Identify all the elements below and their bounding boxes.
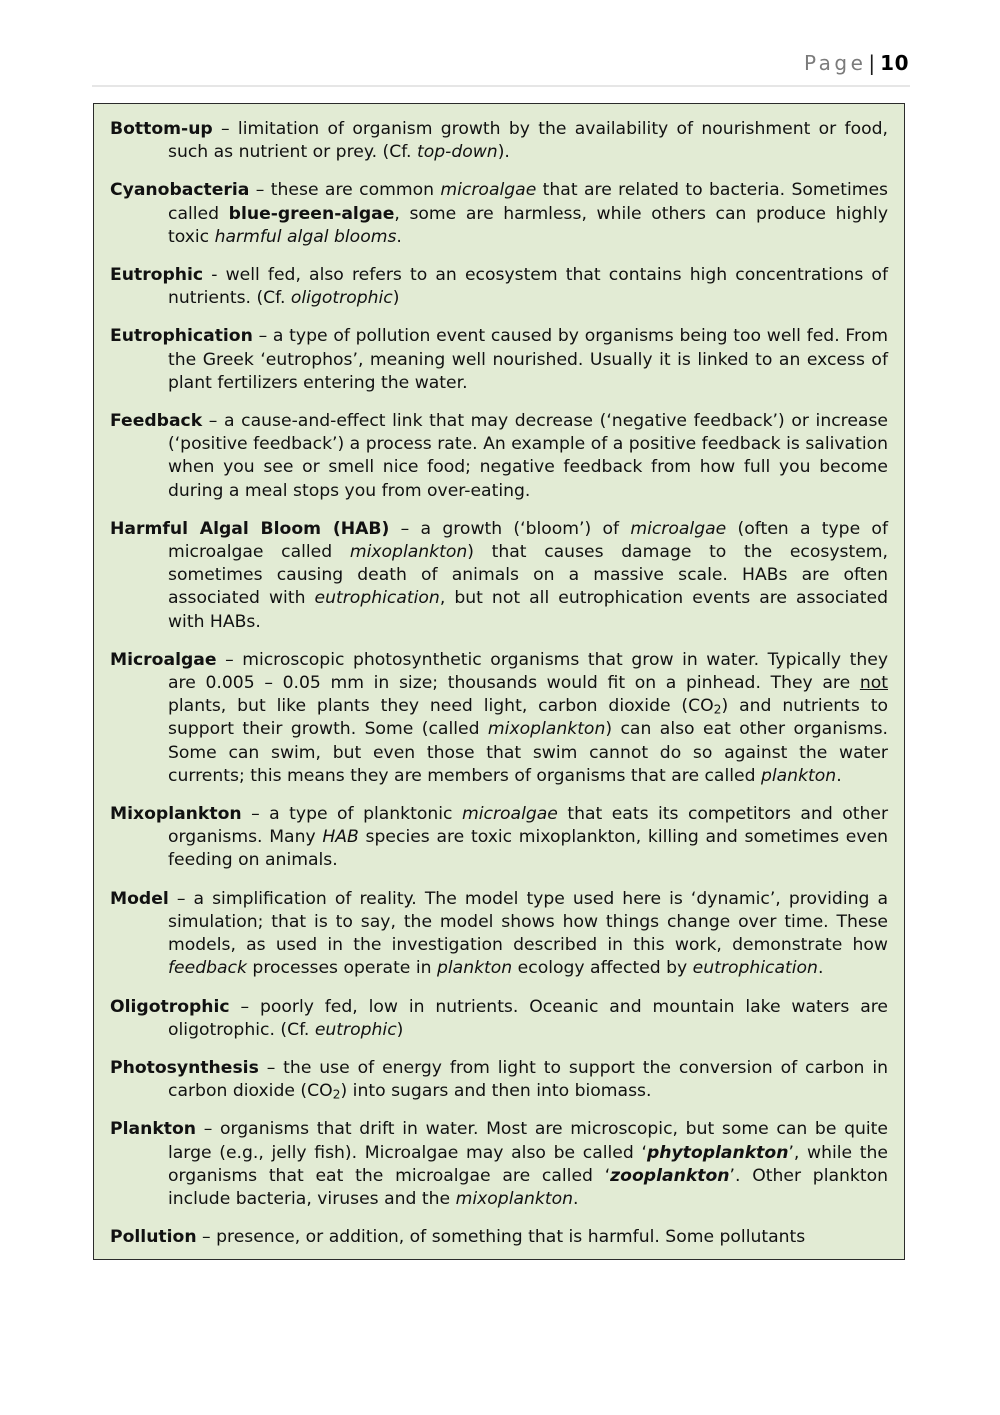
body-text: ) can also eat other organisms. Some can swim, but even those that swim cannot do so against the water currents; this means they are members of organisms that are called bbox=[168, 719, 888, 786]
body-text: – a type of pollution event caused by organisms being too well fed. From the Greek ‘eutrophos’, meaning well nourished. Usually it is linked to an excess of plant fertilizers entering the water. bbox=[168, 326, 888, 393]
emphasis-text: mixoplankton bbox=[349, 542, 468, 563]
glossary-term: Model bbox=[110, 888, 169, 909]
body-text: ) and nutrients to support their growth. Some (called bbox=[168, 696, 888, 740]
page-number-header bbox=[92, 50, 909, 76]
glossary-term: Bottom-up bbox=[110, 119, 213, 139]
body-text: processes operate in bbox=[246, 958, 437, 979]
header-separator: | bbox=[868, 51, 876, 75]
emphasis-text: oligotrophic bbox=[290, 288, 393, 309]
subscript-text: 2 bbox=[713, 702, 722, 717]
body-text: , but not all eutrophication events are associated with HABs. bbox=[168, 588, 888, 632]
glossary-entry bbox=[110, 649, 888, 788]
emphasis-text: mixoplankton bbox=[487, 719, 606, 740]
emphasis-text: top-down bbox=[416, 142, 498, 163]
body-text: – a cause-and-effect link that may decrease (‘negative feedback’) or increase (‘positive feedback’) a process rate. An example of a positive feedback is salivation when you see or smell nice food; negative feedback from how full you become during a meal stops you from over-eating. bbox=[168, 411, 888, 501]
subscript-text: 2 bbox=[332, 1087, 341, 1102]
body-text: . bbox=[396, 226, 402, 247]
emphasis-text: HAB bbox=[322, 827, 359, 848]
body-text: ’. Other plankton include bacteria, viruses and the bbox=[168, 1165, 888, 1209]
body-text: – poorly fed, low in nutrients. Oceanic and mountain lake waters are oligotrophic. (Cf. bbox=[168, 996, 888, 1040]
page-header bbox=[92, 50, 909, 88]
header-page-label: Page bbox=[803, 51, 867, 75]
emphasis-text: mixoplankton bbox=[455, 1188, 573, 1209]
body-text: – presence, or addition, of something that is harmful. Some pollutants bbox=[196, 1227, 806, 1248]
emphasis-text: microalgae bbox=[630, 518, 727, 539]
body-text: – a type of planktonic bbox=[241, 804, 462, 825]
body-text: ecology affected by bbox=[512, 958, 693, 979]
glossary-term: Harmful Algal Bloom (HAB) bbox=[110, 518, 390, 539]
body-text: that are related to bacteria. Sometimes called bbox=[168, 180, 888, 224]
glossary-entry-list bbox=[110, 118, 888, 1249]
body-text: - well fed, also refers to an ecosystem that contains high concentrations of nutrients. (Cf. bbox=[168, 265, 888, 309]
glossary-term: Eutrophication bbox=[110, 326, 253, 347]
body-text: – these are common bbox=[249, 180, 441, 201]
body-text: – a growth (‘bloom’) of bbox=[389, 518, 631, 539]
body-text: ) into sugars and then into biomass. bbox=[340, 1081, 652, 1102]
body-text: ) bbox=[396, 1019, 404, 1040]
body-text: – the use of energy from light to support the conversion of carbon in carbon dioxide (CO bbox=[168, 1057, 888, 1102]
glossary-entry bbox=[110, 179, 888, 249]
glossary-entry bbox=[110, 888, 888, 981]
glossary-term: Plankton bbox=[110, 1119, 197, 1140]
header-page-number: 10 bbox=[880, 51, 909, 75]
emphasis-text: microalgae bbox=[462, 804, 558, 825]
glossary-entry bbox=[110, 118, 888, 164]
body-text: , some are harmless, while others can produce highly toxic bbox=[168, 203, 889, 247]
emphasis-text: eutrophication bbox=[314, 588, 440, 609]
glossary-term: Photosynthesis bbox=[110, 1057, 259, 1078]
emphasis-text: plankton bbox=[436, 958, 513, 979]
emphasis-text: feedback bbox=[168, 958, 247, 979]
body-text: – a simplification of reality. The model type used here is ‘dynamic’, providing a simulation; that is to say, the model shows how things change over time. These models, as used in the investigation described in this work, demonstrate how bbox=[168, 888, 888, 956]
body-text: . bbox=[817, 958, 824, 979]
glossary-term: Microalgae bbox=[110, 649, 217, 670]
body-text: ) that causes damage to the ecosystem, sometimes causing death of animals on a massive scale. HABs are often associated with bbox=[168, 542, 888, 609]
strong-emphasis-text: phytoplankton bbox=[646, 1142, 789, 1163]
emphasis-text: plankton bbox=[760, 765, 837, 786]
emphasis-text: eutrophication bbox=[692, 958, 818, 979]
glossary-term: Pollution bbox=[110, 1227, 197, 1248]
strong-emphasis-text: zooplankton bbox=[610, 1165, 730, 1186]
glossary-entry bbox=[110, 803, 888, 873]
glossary-entry bbox=[110, 1057, 888, 1103]
emphasis-text: eutrophic bbox=[314, 1019, 397, 1040]
glossary-box bbox=[93, 103, 905, 1260]
glossary-entry bbox=[110, 518, 888, 634]
glossary-term: blue-green-algae bbox=[228, 203, 395, 224]
body-text: – microscopic photosynthetic organisms that grow in water. Typically they are 0.005 – 0.05 mm in size; thousands would fit on a pinhead. They are bbox=[168, 649, 888, 694]
emphasis-text: harmful algal blooms bbox=[214, 226, 397, 247]
emphasis-text: microalgae bbox=[440, 180, 537, 201]
glossary-entry bbox=[110, 410, 888, 503]
glossary-entry bbox=[110, 325, 888, 395]
glossary-term: Mixoplankton bbox=[110, 804, 242, 825]
glossary-entry bbox=[110, 1118, 888, 1211]
glossary-entry bbox=[110, 996, 888, 1042]
body-text: – limitation of organism growth by the availability of nourishment or food, such as nutrient or prey. (Cf. bbox=[168, 119, 888, 163]
body-text: that eats its competitors and other organisms. Many bbox=[168, 804, 889, 848]
body-text: – organisms that drift in water. Most are microscopic, but some can be quite large (e.g., jelly fish). Microalgae may also be called ‘ bbox=[168, 1119, 888, 1163]
underlined-text: not bbox=[859, 673, 888, 694]
glossary-term: Cyanobacteria bbox=[110, 180, 250, 201]
body-text: . bbox=[573, 1188, 579, 1209]
body-text: plants, but like plants they need light, carbon dioxide (CO bbox=[168, 696, 714, 717]
header-divider-rule bbox=[92, 85, 910, 87]
body-text: ’, while the organisms that eat the microalgae are called ‘ bbox=[168, 1142, 889, 1186]
body-text: (often a type of microalgae called bbox=[168, 518, 888, 563]
body-text: . bbox=[836, 765, 842, 786]
body-text: ). bbox=[497, 142, 510, 163]
glossary-entry bbox=[110, 264, 888, 310]
glossary-term: Feedback bbox=[110, 411, 203, 432]
glossary-term: Oligotrophic bbox=[110, 996, 230, 1017]
body-text: ) bbox=[392, 288, 400, 309]
body-text: species are toxic mixoplankton, killing and sometimes even feeding on animals. bbox=[168, 827, 888, 871]
glossary-term: Eutrophic bbox=[110, 265, 204, 286]
glossary-entry bbox=[110, 1226, 888, 1249]
